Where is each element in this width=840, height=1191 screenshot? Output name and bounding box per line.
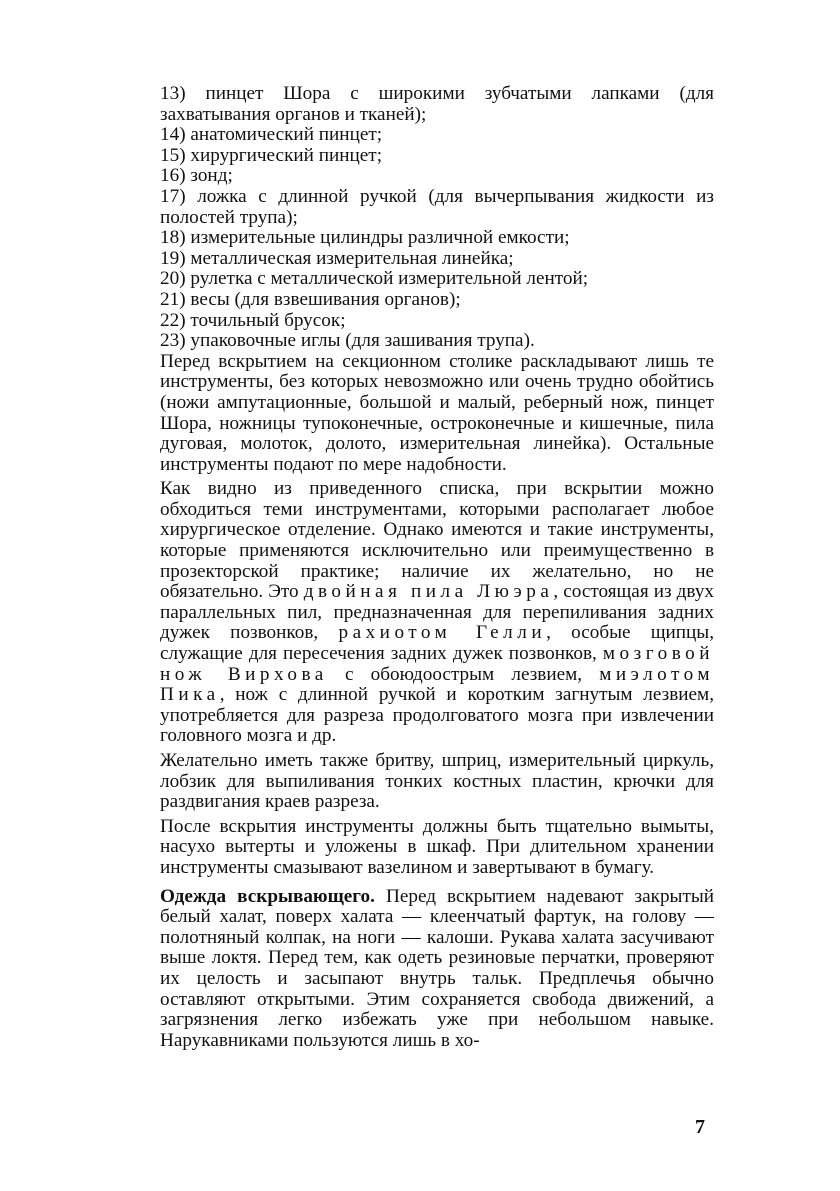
p2-text-e: , нож с длинной ручкой и коротким загнутым лезвием, употребляется для разреза продолговатого мозга при извлечении головного мозга и др.: [160, 684, 714, 747]
list-number: 22): [160, 309, 186, 331]
list-text: пинцет Шора с широкими зубчатыми лапками (для захватывания органов и тканей);: [160, 83, 714, 125]
list-item-17: [160, 187, 714, 228]
paragraph-instruments-list: [160, 479, 714, 747]
list-item-18: [160, 228, 714, 249]
section-heading: Одежда вскрывающего.: [160, 885, 375, 907]
list-text: измерительные цилиндры различной емкости;: [190, 227, 570, 249]
term-luer-saw: двойная пила Люэра: [303, 581, 554, 603]
list-number: 15): [160, 144, 186, 166]
term-rachiotome: рахиотом Гелли: [338, 622, 547, 644]
list-number: 20): [160, 268, 186, 290]
list-text: весы (для взвешивания органов);: [190, 288, 461, 310]
list-text: зонд;: [190, 165, 233, 187]
term-virchow-knife: мозговой нож Вирхова: [160, 643, 714, 685]
text-column: [160, 84, 714, 1051]
list-number: 13): [160, 83, 186, 104]
list-number: 23): [160, 330, 186, 352]
list-item-13: [160, 84, 714, 125]
list-number: 17): [160, 185, 186, 207]
p2-text-a: Как видно из приведенного списка, при вскрытии можно обходиться теми инструментами, которыми располагает любое хирургическое отделение. Однако имеются и такие инструменты, которые применяются исключительно или преимущественно в прозекторской практике; наличие их желательно, но не обязательно. Это: [160, 478, 714, 603]
clothing-body: Перед вскрытием надевают закрытый белый халат, поверх халата — клеенчатый фартук, на голову — полотняный колпак, на ноги — калоши. Рукава халата засучивают выше локтя. Перед тем, как одеть резиновые перчатки, проверяют их целость и засыпают внутрь тальк. Предплечья обычно оставляют открытыми. Этим сохраняется свобода движений, а загрязнения легко избежать уже при небольшом навыке. Нарукавниками пользуются лишь в хо-: [160, 885, 714, 1051]
list-number: 14): [160, 124, 186, 146]
paragraph-instruments-table: Перед вскрытием на секционном столике раскладывают лишь те инструменты, без которых невозможно или очень трудно обойтись (ножи ампутационные, большой и малый, реберный нож, пинцет Шора, ножницы тупоконечные, остроконечные и кишечные, пила дуговая, молоток, долото, измерительная линейка). Остальные инструменты подают по мере надобности.: [160, 350, 714, 475]
list-item-23: [160, 331, 714, 352]
list-item-20: [160, 269, 714, 290]
list-item-22: [160, 311, 714, 332]
paragraph-clothing: [160, 887, 714, 1052]
list-text: ложка с длинной ручкой (для вычерпывания жидкости из полостей трупа);: [160, 185, 714, 228]
list-text: металлическая измерительная линейка;: [190, 247, 514, 269]
term-myelotome: миэлотом Пика: [160, 663, 714, 706]
paragraph-extra-tools: Желательно иметь также бритву, шприц, измерительный циркуль, лобзик для выпиливания тонких костных пластин, крючки для раздвигания краев разреза.: [160, 750, 714, 813]
list-text: хирургический пинцет;: [190, 144, 383, 166]
list-number: 16): [160, 165, 186, 187]
page-number: 7: [695, 1116, 705, 1138]
list-item-15: [160, 146, 714, 167]
paragraph-cleaning: После вскрытия инструменты должны быть тщательно вымыты, насухо вытерты и уложены в шкаф. При длительном хранении инструменты смазывают вазелином и завертывают в бумагу.: [160, 815, 714, 878]
list-number: 21): [160, 288, 186, 310]
list-item-16: [160, 166, 714, 187]
p2-text-c: , особые щипцы, служащие для пересечения задних дужек позвонков,: [160, 622, 714, 665]
p2-text-d: с обоюдоострым лезвием,: [327, 663, 600, 685]
list-item-19: [160, 249, 714, 270]
p2-text-b: , состоящая из двух параллельных пил, предназначенная для перепиливания задних дужек позвонков,: [160, 581, 715, 644]
list-text: рулетка с металлической измерительной лентой;: [190, 268, 589, 290]
list-item-21: [160, 290, 714, 311]
list-text: анатомический пинцет;: [190, 124, 383, 146]
list-text: точильный брусок;: [190, 309, 346, 331]
list-number: 19): [160, 247, 186, 269]
list-item-14: [160, 125, 714, 146]
list-number: 18): [160, 227, 186, 249]
list-text: упаковочные иглы (для зашивания трупа).: [190, 330, 535, 352]
